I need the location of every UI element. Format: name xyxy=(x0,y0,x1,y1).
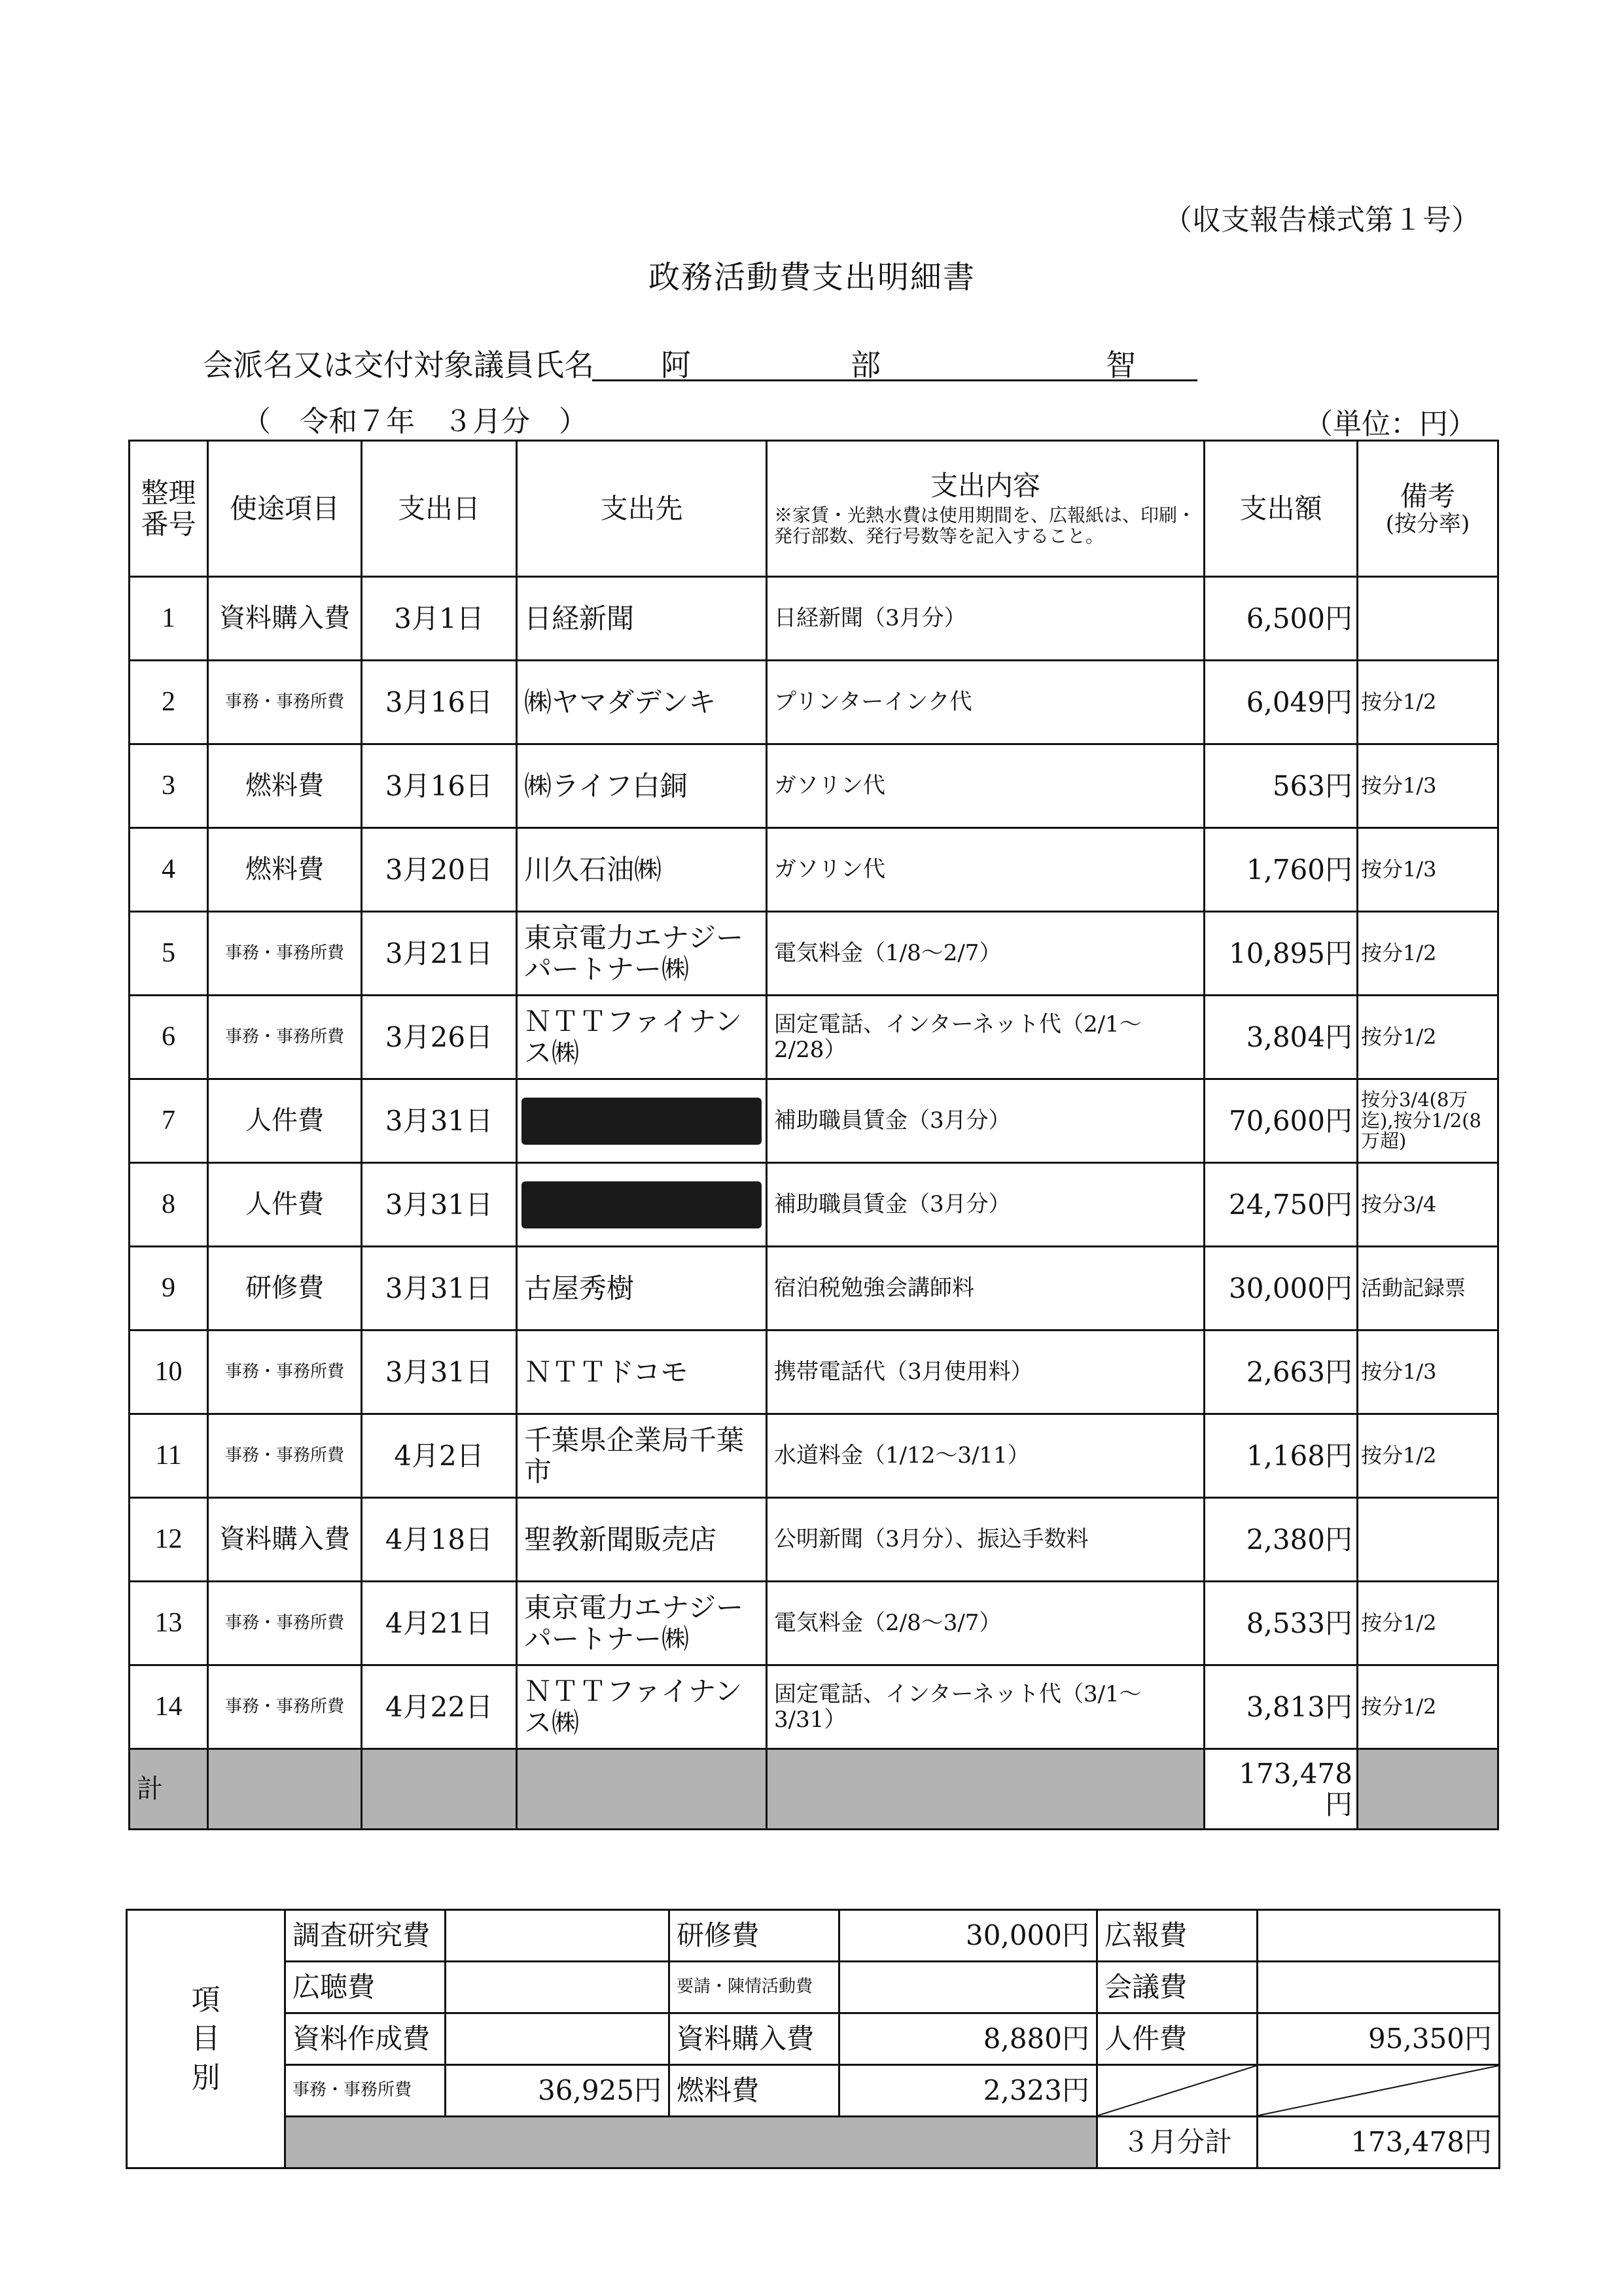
summary-meeting-label: 会議費 xyxy=(1097,1962,1258,2013)
header-date: 支出日 xyxy=(362,441,517,577)
row-date: 4月2日 xyxy=(362,1414,517,1498)
row-note: 按分3/4(8万迄),按分1/2(8万超) xyxy=(1358,1079,1498,1163)
row-note: 按分1/3 xyxy=(1358,828,1498,912)
row-payee: ㈱ライフ白銅 xyxy=(517,744,767,828)
unit-label: （単位：円） xyxy=(1304,408,1477,441)
row-date: 3月31日 xyxy=(362,1247,517,1331)
expense-table xyxy=(128,440,1499,1830)
row-content: 補助職員賃金（3月分） xyxy=(767,1163,1205,1247)
row-date: 3月31日 xyxy=(362,1163,517,1247)
total-blank xyxy=(517,1749,767,1830)
row-date: 3月31日 xyxy=(362,1079,517,1163)
row-amount: 3,813円 xyxy=(1205,1665,1358,1749)
header-content-title: 支出内容 xyxy=(930,469,1040,502)
row-amount: 2,663円 xyxy=(1205,1331,1358,1414)
row-date: 3月31日 xyxy=(362,1331,517,1414)
row-note: 按分1/2 xyxy=(1358,996,1498,1079)
row-note: 按分1/3 xyxy=(1358,1331,1498,1414)
row-note xyxy=(1358,1498,1498,1582)
row-date: 3月1日 xyxy=(362,577,517,661)
row-content: ガソリン代 xyxy=(767,828,1205,912)
row-no: 8 xyxy=(130,1163,208,1247)
table-row xyxy=(130,577,1498,661)
row-content: ガソリン代 xyxy=(767,744,1205,828)
member-name-part: 部 xyxy=(851,347,881,383)
redaction-block xyxy=(521,1098,762,1145)
summary-training-label: 研修費 xyxy=(669,1910,839,1962)
summary-research-amount xyxy=(446,1910,669,1962)
row-payee: ＮＴＴファイナンス㈱ xyxy=(517,996,767,1079)
row-payee: ㈱ヤマダデンキ xyxy=(517,661,767,744)
summary-fuel-label: 燃料費 xyxy=(669,2065,839,2117)
row-payee: 聖教新聞販売店 xyxy=(517,1498,767,1582)
summary-materials-creation-label: 資料作成費 xyxy=(285,2013,446,2065)
total-amount: 173,478円 xyxy=(1205,1749,1358,1830)
row-date: 3月16日 xyxy=(362,744,517,828)
member-name-part: 阿 xyxy=(661,347,691,383)
row-content: 固定電話、インターネット代（3/1～3/31） xyxy=(767,1665,1205,1749)
redaction-block xyxy=(521,1181,762,1228)
table-row xyxy=(130,912,1498,996)
member-label: 会派名又は交付対象議員氏名 xyxy=(203,347,594,383)
row-category: 研修費 xyxy=(208,1247,362,1331)
row-category: 事務・事務所費 xyxy=(208,1582,362,1665)
row-no: 9 xyxy=(130,1247,208,1331)
row-content: 日経新聞（3月分） xyxy=(767,577,1205,661)
row-date: 3月16日 xyxy=(362,661,517,744)
total-blank xyxy=(362,1749,517,1830)
row-payee: 川久石油㈱ xyxy=(517,828,767,912)
header-content-note: ※家賃・光熱水費は使用期間を、広報紙は、印刷・発行部数、発行号数等を記入すること。 xyxy=(774,504,1196,548)
row-payee-redacted xyxy=(517,1163,767,1247)
row-payee: 古屋秀樹 xyxy=(517,1247,767,1331)
period: （ 令和７年 ３月分 ） xyxy=(242,405,588,438)
summary-month-total-amount: 173,478円 xyxy=(1258,2117,1500,2168)
row-payee-redacted xyxy=(517,1079,767,1163)
table-row xyxy=(130,828,1498,912)
diagonal-line-icon xyxy=(1098,2066,1256,2115)
row-content: 固定電話、インターネット代（2/1～2/28） xyxy=(767,996,1205,1079)
row-no: 4 xyxy=(130,828,208,912)
summary-blank-diagonal xyxy=(1258,2065,1500,2117)
row-amount: 6,500円 xyxy=(1205,577,1358,661)
table-row xyxy=(130,1582,1498,1665)
row-amount: 563円 xyxy=(1205,744,1358,828)
summary-hearing-label: 広聴費 xyxy=(285,1962,446,2013)
row-payee: 東京電力エナジーパートナー㈱ xyxy=(517,912,767,996)
row-date: 3月20日 xyxy=(362,828,517,912)
table-row xyxy=(130,661,1498,744)
row-date: 3月21日 xyxy=(362,912,517,996)
row-date: 4月21日 xyxy=(362,1582,517,1665)
row-content: 電気料金（1/8～2/7） xyxy=(767,912,1205,996)
row-content: 宿泊税勉強会講師料 xyxy=(767,1247,1205,1331)
row-category: 燃料費 xyxy=(208,828,362,912)
row-payee: 東京電力エナジーパートナー㈱ xyxy=(517,1582,767,1665)
table-row xyxy=(130,1498,1498,1582)
row-no: 6 xyxy=(130,996,208,1079)
total-blank xyxy=(1358,1749,1498,1830)
summary-petition-amount xyxy=(839,1962,1097,2013)
summary-gray-band xyxy=(285,2117,1097,2168)
row-no: 10 xyxy=(130,1331,208,1414)
summary-training-amount: 30,000円 xyxy=(839,1910,1097,1962)
header-note-sub: (按分率) xyxy=(1385,510,1470,537)
member-name-part: 智 xyxy=(1106,347,1136,383)
total-blank xyxy=(208,1749,362,1830)
summary-pr-amount xyxy=(1258,1910,1500,1962)
row-no: 12 xyxy=(130,1498,208,1582)
row-category: 事務・事務所費 xyxy=(208,912,362,996)
row-note: 按分1/2 xyxy=(1358,1665,1498,1749)
header-no: 整理番号 xyxy=(130,441,208,577)
row-note: 按分1/3 xyxy=(1358,744,1498,828)
row-no: 3 xyxy=(130,744,208,828)
row-note: 按分3/4 xyxy=(1358,1163,1498,1247)
total-blank xyxy=(767,1749,1205,1830)
row-content: 携帯電話代（3月使用料） xyxy=(767,1331,1205,1414)
row-category: 資料購入費 xyxy=(208,577,362,661)
row-payee: 日経新聞 xyxy=(517,577,767,661)
summary-blank-diagonal xyxy=(1097,2065,1258,2117)
table-header-row xyxy=(130,441,1498,577)
row-amount: 3,804円 xyxy=(1205,996,1358,1079)
table-row xyxy=(130,996,1498,1079)
row-amount: 24,750円 xyxy=(1205,1163,1358,1247)
summary-hearing-amount xyxy=(446,1962,669,2013)
summary-materials-creation-amount xyxy=(446,2013,669,2065)
header-category: 使途項目 xyxy=(208,441,362,577)
table-row xyxy=(130,1665,1498,1749)
row-category: 事務・事務所費 xyxy=(208,996,362,1079)
row-no: 5 xyxy=(130,912,208,996)
row-amount: 8,533円 xyxy=(1205,1582,1358,1665)
row-content: 補助職員賃金（3月分） xyxy=(767,1079,1205,1163)
header-note xyxy=(1358,441,1498,577)
table-row xyxy=(130,1079,1498,1163)
row-amount: 6,049円 xyxy=(1205,661,1358,744)
summary-month-total-label: ３月分計 xyxy=(1097,2117,1258,2168)
header-note-title: 備考 xyxy=(1400,479,1455,512)
row-payee: ＮＴＴファイナンス㈱ xyxy=(517,1665,767,1749)
category-summary-table xyxy=(126,1909,1500,2169)
summary-personnel-label: 人件費 xyxy=(1097,2013,1258,2065)
document-title: 政務活動費支出明細書 xyxy=(648,259,976,296)
row-date: 4月22日 xyxy=(362,1665,517,1749)
summary-materials-purchase-label: 資料購入費 xyxy=(669,2013,839,2065)
row-amount: 2,380円 xyxy=(1205,1498,1358,1582)
row-note xyxy=(1358,577,1498,661)
summary-petition-label: 要請・陳情活動費 xyxy=(669,1962,839,2013)
table-row xyxy=(130,1247,1498,1331)
row-no: 11 xyxy=(130,1414,208,1498)
row-content: 電気料金（2/8～3/7） xyxy=(767,1582,1205,1665)
row-note: 活動記録票 xyxy=(1358,1247,1498,1331)
table-row xyxy=(130,744,1498,828)
total-label: 計 xyxy=(130,1749,208,1830)
row-category: 事務・事務所費 xyxy=(208,661,362,744)
row-no: 2 xyxy=(130,661,208,744)
row-no: 7 xyxy=(130,1079,208,1163)
row-content: 公明新聞（3月分）、振込手数料 xyxy=(767,1498,1205,1582)
row-payee: ＮＴＴドコモ xyxy=(517,1331,767,1414)
summary-materials-purchase-amount: 8,880円 xyxy=(839,2013,1097,2065)
row-date: 4月18日 xyxy=(362,1498,517,1582)
row-amount: 1,168円 xyxy=(1205,1414,1358,1498)
header-payee: 支出先 xyxy=(517,441,767,577)
row-note: 按分1/2 xyxy=(1358,661,1498,744)
row-content: 水道料金（1/12～3/11） xyxy=(767,1414,1205,1498)
table-row xyxy=(130,1163,1498,1247)
table-row xyxy=(130,1331,1498,1414)
row-category: 事務・事務所費 xyxy=(208,1331,362,1414)
total-row xyxy=(130,1749,1498,1830)
row-category: 事務・事務所費 xyxy=(208,1665,362,1749)
row-category: 人件費 xyxy=(208,1163,362,1247)
summary-meeting-amount xyxy=(1258,1962,1500,2013)
form-number: （収支報告様式第１号） xyxy=(1163,203,1480,237)
row-category: 事務・事務所費 xyxy=(208,1414,362,1498)
summary-office-amount: 36,925円 xyxy=(446,2065,669,2117)
summary-research-label: 調査研究費 xyxy=(285,1910,446,1962)
row-no: 14 xyxy=(130,1665,208,1749)
summary-personnel-amount: 95,350円 xyxy=(1258,2013,1500,2065)
header-amount: 支出額 xyxy=(1205,441,1358,577)
row-category: 人件費 xyxy=(208,1079,362,1163)
row-no: 1 xyxy=(130,577,208,661)
row-no: 13 xyxy=(130,1582,208,1665)
row-content: プリンターインク代 xyxy=(767,661,1205,744)
summary-pr-label: 広報費 xyxy=(1097,1910,1258,1962)
diagonal-line-icon xyxy=(1258,2066,1498,2115)
row-category: 資料購入費 xyxy=(208,1498,362,1582)
row-payee: 千葉県企業局千葉市 xyxy=(517,1414,767,1498)
table-row xyxy=(130,1414,1498,1498)
summary-side-label: 項目別 xyxy=(127,1910,285,2168)
row-amount: 1,760円 xyxy=(1205,828,1358,912)
row-date: 3月26日 xyxy=(362,996,517,1079)
row-note: 按分1/2 xyxy=(1358,1582,1498,1665)
row-amount: 10,895円 xyxy=(1205,912,1358,996)
row-amount: 70,600円 xyxy=(1205,1079,1358,1163)
summary-office-label: 事務・事務所費 xyxy=(285,2065,446,2117)
header-content xyxy=(767,441,1205,577)
row-amount: 30,000円 xyxy=(1205,1247,1358,1331)
row-note: 按分1/2 xyxy=(1358,1414,1498,1498)
summary-fuel-amount: 2,323円 xyxy=(839,2065,1097,2117)
row-note: 按分1/2 xyxy=(1358,912,1498,996)
row-category: 燃料費 xyxy=(208,744,362,828)
